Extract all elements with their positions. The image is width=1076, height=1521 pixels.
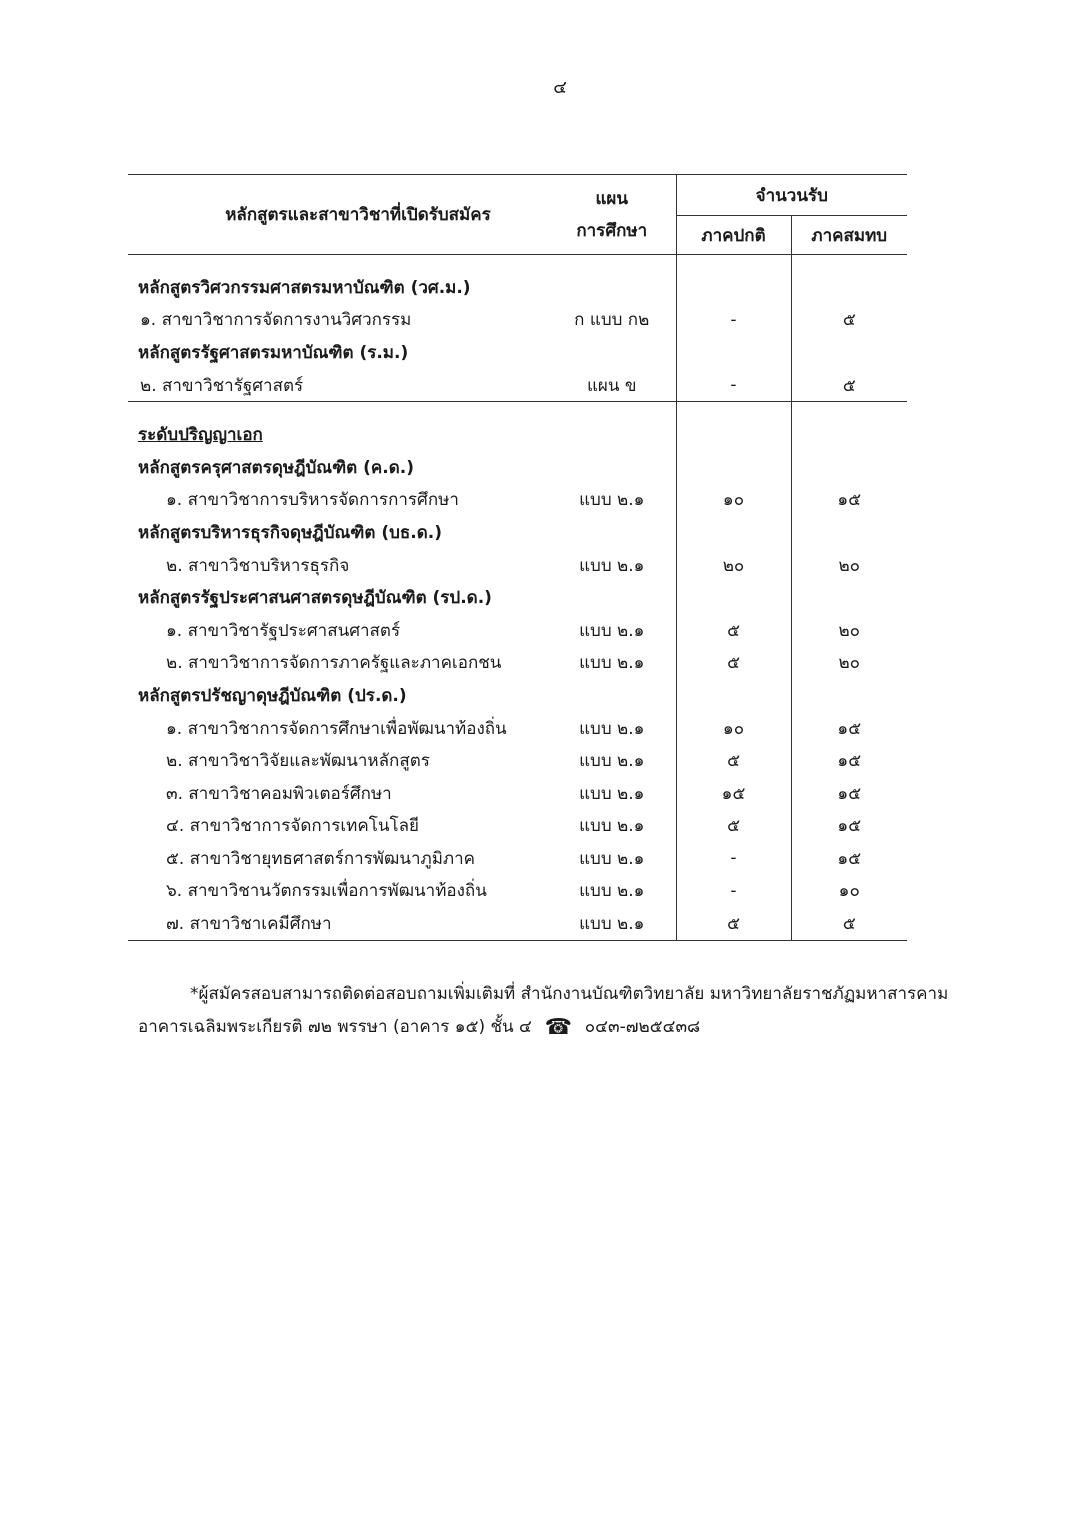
- level-heading-row: [128, 418, 907, 451]
- regular-count: -: [676, 842, 791, 875]
- study-plan: ก แบบ ก๒: [574, 310, 650, 331]
- empty-cell: [791, 402, 907, 419]
- header-plan-line1: แผน: [595, 188, 629, 209]
- major-row: [128, 614, 907, 647]
- header-admission: จำนวนรับ: [676, 175, 907, 216]
- empty-cell: [676, 581, 791, 614]
- empty-cell: [548, 516, 676, 549]
- major-row: [128, 842, 907, 875]
- study-plan: แบบ ๒.๑: [579, 881, 645, 902]
- empty-cell: [548, 581, 676, 614]
- footnote: [138, 978, 998, 1044]
- regular-count: ๕: [676, 614, 791, 647]
- empty-cell: [548, 255, 676, 272]
- header-plan-line2: การศึกษา: [576, 220, 648, 241]
- special-count: ๒๐: [791, 647, 907, 680]
- empty-cell: [128, 255, 548, 272]
- study-plan: แบบ ๒.๑: [579, 816, 645, 837]
- header-regular: ภาคปกติ: [676, 216, 791, 255]
- empty-cell: [791, 271, 907, 304]
- table-header: [128, 175, 907, 255]
- program-name: หลักสูตรรัฐประศาสนศาสตรดุษฎีบัณฑิต (รป.ด.): [138, 588, 492, 609]
- regular-count: ๕: [676, 810, 791, 843]
- major-row: [128, 810, 907, 843]
- empty-cell: [791, 336, 907, 369]
- regular-count: ๑๐: [676, 484, 791, 517]
- major-name: ๓. สาขาวิชาคอมพิวเตอร์ศึกษา: [166, 783, 392, 804]
- empty-cell: [791, 581, 907, 614]
- special-count: ๑๕: [791, 777, 907, 810]
- major-name: ๒. สาขาวิชารัฐศาสตร์: [128, 369, 548, 402]
- program-name: หลักสูตรครุศาสตรดุษฎีบัณฑิต (ค.ด.): [138, 457, 415, 478]
- regular-count: ๑๐: [676, 712, 791, 745]
- spacer-row: [128, 402, 907, 419]
- program-row: [128, 581, 907, 614]
- major-row: [128, 549, 907, 582]
- special-count: ๑๕: [791, 810, 907, 843]
- program-name: หลักสูตรรัฐศาสตรมหาบัณฑิต (ร.ม.): [138, 342, 409, 363]
- telephone-icon: ☎: [544, 1015, 573, 1040]
- empty-cell: [791, 418, 907, 451]
- phone-number: ๐๔๓-๗๒๕๔๓๘: [584, 1017, 701, 1037]
- footnote-address: อาคารเฉลิมพระเกียรติ ๗๒ พรรษา (อาคาร ๑๕) ชั้น ๔: [138, 1017, 532, 1037]
- empty-cell: [676, 679, 791, 712]
- special-count: ๑๕: [791, 842, 907, 875]
- empty-cell: [548, 336, 676, 369]
- empty-cell: [791, 679, 907, 712]
- degree-level-heading: ระดับปริญญาเอก: [138, 425, 263, 446]
- study-plan: แบบ ๒.๑: [579, 783, 645, 804]
- empty-cell: [548, 679, 676, 712]
- major-row: [128, 744, 907, 777]
- header-plan: [548, 175, 676, 255]
- study-plan: แบบ ๒.๑: [579, 653, 645, 674]
- major-name: ๗. สาขาวิชาเคมีศึกษา: [128, 907, 548, 940]
- major-name: ๖. สาขาวิชานวัตกรรมเพื่อการพัฒนาท้องถิ่น: [166, 881, 487, 902]
- empty-cell: [548, 271, 676, 304]
- major-row: [128, 875, 907, 908]
- regular-count: ๕: [676, 744, 791, 777]
- study-plan: แบบ ๒.๑: [548, 907, 676, 940]
- study-plan: แบบ ๒.๑: [579, 490, 645, 511]
- program-row: [128, 451, 907, 484]
- special-count: ๕: [791, 304, 907, 337]
- regular-count: ๕: [676, 907, 791, 940]
- major-row: [128, 907, 907, 940]
- empty-cell: [676, 271, 791, 304]
- empty-cell: [548, 402, 676, 419]
- regular-count: ๕: [676, 647, 791, 680]
- admission-table: [128, 174, 907, 941]
- major-name: ๑. สาขาวิชารัฐประศาสนศาสตร์: [166, 620, 401, 641]
- regular-count: -: [676, 369, 791, 402]
- footnote-line1: *ผู้สมัครสอบสามารถติดต่อสอบถามเพิ่มเติมที่ สำนักงานบัณฑิตวิทยาลัย มหาวิทยาลัยราชภัฏมหาสารคาม: [190, 984, 949, 1004]
- empty-cell: [548, 418, 676, 451]
- empty-cell: [676, 336, 791, 369]
- major-row: [128, 647, 907, 680]
- program-row: [128, 336, 907, 369]
- spacer-row: [128, 255, 907, 272]
- major-name: ๑. สาขาวิชาการจัดการงานวิศวกรรม: [140, 310, 412, 331]
- empty-cell: [676, 451, 791, 484]
- program-name: หลักสูตรบริหารธุรกิจดุษฎีบัณฑิต (บธ.ด.): [138, 522, 442, 543]
- major-name: ๔. สาขาวิชาการจัดการเทคโนโลยี: [166, 816, 419, 837]
- empty-cell: [676, 418, 791, 451]
- page-number: ๔: [553, 77, 567, 98]
- empty-cell: [676, 255, 791, 272]
- major-name: ๒. สาขาวิชาบริหารธุรกิจ: [166, 555, 350, 576]
- special-count: ๕: [791, 907, 907, 940]
- table-body: [128, 255, 907, 941]
- empty-cell: [548, 451, 676, 484]
- program-row: [128, 679, 907, 712]
- major-name: ๕. สาขาวิชายุทธศาสตร์การพัฒนาภูมิภาค: [166, 848, 476, 869]
- empty-cell: [676, 402, 791, 419]
- special-count: ๒๐: [791, 614, 907, 647]
- special-count: ๑๕: [791, 712, 907, 745]
- header-course: หลักสูตรและสาขาวิชาที่เปิดรับสมัคร: [128, 175, 548, 255]
- regular-count: -: [676, 875, 791, 908]
- empty-cell: [791, 516, 907, 549]
- major-name: ๑. สาขาวิชาการบริหารจัดการการศึกษา: [166, 490, 459, 511]
- special-count: ๒๐: [791, 549, 907, 582]
- special-count: ๑๕: [791, 484, 907, 517]
- empty-cell: [791, 255, 907, 272]
- program-name: หลักสูตรปรัชญาดุษฎีบัณฑิต (ปร.ด.): [138, 685, 407, 706]
- special-count: ๕: [791, 369, 907, 402]
- study-plan: แผน ข: [548, 369, 676, 402]
- major-name: ๑. สาขาวิชาการจัดการศึกษาเพื่อพัฒนาท้องถิ่น: [166, 718, 507, 739]
- admission-table-wrapper: [128, 174, 907, 941]
- special-count: ๑๕: [791, 744, 907, 777]
- study-plan: แบบ ๒.๑: [579, 848, 645, 869]
- major-name: ๒. สาขาวิชาวิจัยและพัฒนาหลักสูตร: [166, 751, 430, 772]
- major-row: [128, 369, 907, 402]
- major-row: [128, 712, 907, 745]
- study-plan: แบบ ๒.๑: [579, 751, 645, 772]
- special-count: ๑๐: [791, 875, 907, 908]
- header-special: ภาคสมทบ: [791, 216, 907, 255]
- footnote-line2: [138, 1011, 998, 1044]
- program-name: หลักสูตรวิศวกรรมศาสตรมหาบัณฑิต (วศ.ม.): [138, 277, 471, 298]
- major-row: [128, 304, 907, 337]
- regular-count: -: [676, 304, 791, 337]
- program-row: [128, 271, 907, 304]
- major-row: [128, 484, 907, 517]
- major-row: [128, 777, 907, 810]
- regular-count: ๒๐: [676, 549, 791, 582]
- program-row: [128, 516, 907, 549]
- empty-cell: [676, 516, 791, 549]
- major-name: ๒. สาขาวิชาการจัดการภาครัฐและภาคเอกชน: [166, 653, 502, 674]
- empty-cell: [791, 451, 907, 484]
- study-plan: แบบ ๒.๑: [579, 555, 645, 576]
- regular-count: ๑๕: [676, 777, 791, 810]
- study-plan: แบบ ๒.๑: [579, 620, 645, 641]
- empty-cell: [128, 402, 548, 419]
- study-plan: แบบ ๒.๑: [579, 718, 645, 739]
